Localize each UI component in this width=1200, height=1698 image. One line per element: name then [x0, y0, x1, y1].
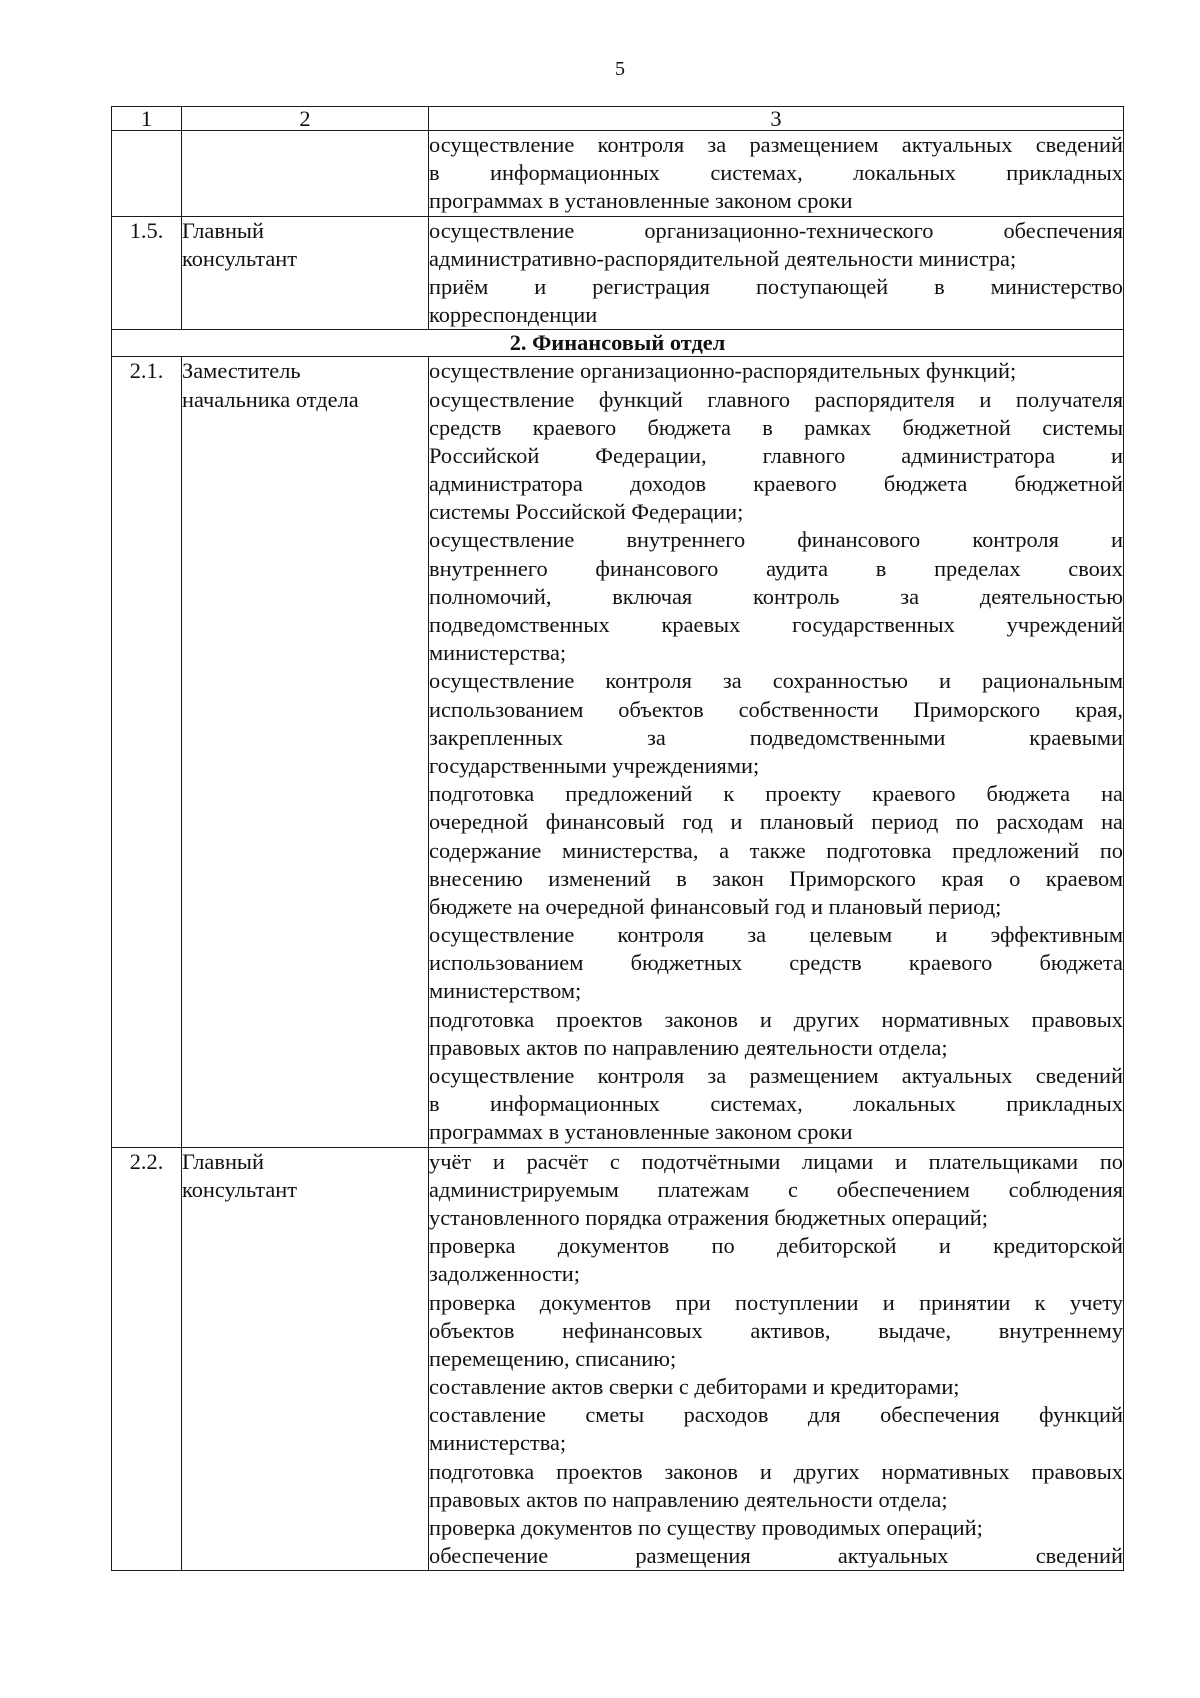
duty-item	[429, 1232, 1123, 1288]
duty-text-line: установленного порядка отражения бюджетных операций;	[429, 1204, 988, 1230]
duty-text-line: задолженности;	[429, 1261, 581, 1287]
duty-text-line: системы Российской Федерации;	[429, 499, 744, 525]
duty-text-line: очередной финансовый год и плановый период по расходам на	[429, 809, 1123, 835]
duty-text-line: внесению изменений в закон Приморского края о краевом	[429, 865, 1123, 891]
position-title-line: консультант	[182, 245, 298, 271]
duty-text-line: учёт и расчёт с подотчётными лицами и плательщиками по	[429, 1148, 1123, 1174]
duty-text-line: осуществление организационно-распорядительных функций;	[429, 358, 1017, 384]
duty-text-line: правовых актов по направлению деятельности отдела;	[429, 1034, 948, 1060]
duty-text-line: министерства;	[429, 1430, 567, 1456]
duty-text-line: административно-распорядительной деятельности министра;	[429, 245, 1017, 271]
duty-item	[429, 386, 1123, 527]
duties-list	[429, 1147, 1124, 1571]
duty-text-line: проверка документов при поступлении и принятии к учету	[429, 1289, 1123, 1315]
duty-text-line: в информационных системах, локальных прикладных	[429, 160, 1123, 186]
row-number	[112, 131, 182, 217]
duty-text-line: осуществление контроля за сохранностью и рациональным	[429, 668, 1123, 694]
duty-item	[429, 1401, 1123, 1457]
position-title-line: Главный	[182, 1148, 264, 1174]
position-title	[182, 1147, 429, 1571]
duty-text-line: осуществление функций главного распорядителя и получателя	[429, 386, 1123, 412]
column-header-duties: 3	[429, 107, 1124, 131]
duty-text-line: осуществление контроля за размещением актуальных сведений	[429, 1063, 1123, 1088]
duty-text-line: средств краевого бюджета в рамках бюджетной системы	[429, 414, 1123, 440]
duty-text-line: Российской Федерации, главного администратора и	[429, 442, 1123, 468]
duty-text-line: объектов нефинансовых активов, выдаче, внутреннему	[429, 1317, 1123, 1343]
duty-text-line: составление актов сверки с дебиторами и кредиторами;	[429, 1374, 960, 1400]
duty-text-line: бюджете на очередной финансовый год и плановый период;	[429, 893, 1002, 919]
duty-text-line: администратора доходов краевого бюджета бюджетной	[429, 471, 1123, 497]
duty-text-line: осуществление контроля за целевым и эффективным	[429, 922, 1123, 948]
duty-text-line: администрируемым платежам с обеспечением соблюдения	[429, 1176, 1123, 1202]
duty-item	[429, 1458, 1123, 1514]
duty-item	[429, 1514, 1123, 1542]
duty-item	[429, 1148, 1123, 1233]
table-header-row	[112, 107, 1124, 131]
duties-list	[429, 131, 1124, 217]
duty-item	[429, 1289, 1123, 1374]
position-title-line: Главный	[182, 217, 264, 243]
duties-list	[429, 216, 1124, 330]
duty-text-line: министерством;	[429, 978, 582, 1004]
duty-text-line: подготовка предложений к проекту краевого бюджета на	[429, 781, 1123, 807]
duty-text-line: внутреннего финансового аудита в пределах своих	[429, 555, 1123, 581]
duty-item	[429, 1373, 1123, 1401]
duty-item	[429, 273, 1123, 329]
duty-text-line: обеспечение размещения актуальных сведений	[429, 1543, 1123, 1569]
duty-item	[429, 1542, 1123, 1570]
column-header-number: 1	[112, 107, 182, 131]
duty-item	[429, 217, 1123, 273]
duty-text-line: осуществление внутреннего финансового контроля и	[429, 527, 1123, 553]
section-title: 2. Финансовый отдел	[112, 330, 1124, 357]
duty-item	[429, 780, 1123, 921]
duty-text-line: использованием бюджетных средств краевого бюджета	[429, 950, 1123, 976]
duty-text-line: в информационных системах, локальных прикладных	[429, 1091, 1123, 1117]
duty-text-line: корреспонденции	[429, 302, 598, 328]
position-title	[182, 216, 429, 330]
duty-text-line: государственными учреждениями;	[429, 752, 760, 778]
duty-item	[429, 1006, 1123, 1062]
position-title	[182, 131, 429, 217]
position-title-line: начальника отдела	[182, 386, 359, 412]
position-title	[182, 357, 429, 1147]
duty-text-line: закрепленных за подведомственными краевыми	[429, 724, 1123, 750]
duty-text-line: полномочий, включая контроль за деятельностью	[429, 583, 1123, 609]
duty-text-line: составление сметы расходов для обеспечения функций	[429, 1402, 1123, 1428]
duty-text-line: перемещению, списанию;	[429, 1345, 677, 1371]
duty-text-line: программах в установленные законом сроки	[429, 1119, 853, 1145]
row-number: 2.2.	[112, 1147, 182, 1571]
duty-text-line: подведомственных краевых государственных учреждений	[429, 612, 1123, 637]
table-row	[112, 357, 1124, 1147]
duty-item	[429, 921, 1123, 1006]
duty-text-line: использованием объектов собственности Приморского края,	[429, 696, 1123, 722]
duty-text-line: приём и регистрация поступающей в министерство	[429, 273, 1123, 299]
duty-text-line: осуществление организационно-технического обеспечения	[429, 217, 1123, 243]
duties-list	[429, 357, 1124, 1147]
row-number: 2.1.	[112, 357, 182, 1147]
position-title-line: Заместитель	[182, 358, 301, 384]
duty-item	[429, 526, 1123, 667]
duty-text-line: подготовка проектов законов и других нормативных правовых	[429, 1458, 1123, 1484]
table-row	[112, 131, 1124, 217]
duty-text-line: проверка документов по существу проводимых операций;	[429, 1515, 983, 1540]
staff-duties-table	[111, 106, 1124, 1571]
table-row	[112, 216, 1124, 330]
column-header-position: 2	[182, 107, 429, 131]
page-number: 5	[615, 58, 625, 80]
duty-item	[429, 357, 1123, 385]
duty-text-line: осуществление контроля за размещением актуальных сведений	[429, 132, 1123, 157]
duty-item	[429, 667, 1123, 780]
duty-item	[429, 1062, 1123, 1147]
row-number: 1.5.	[112, 216, 182, 330]
section-row	[112, 330, 1124, 357]
position-title-line: консультант	[182, 1176, 298, 1202]
table-row	[112, 1147, 1124, 1571]
duty-item	[429, 131, 1123, 216]
duty-text-line: министерства;	[429, 640, 567, 666]
duty-text-line: проверка документов по дебиторской и кредиторской	[429, 1233, 1123, 1259]
duty-text-line: содержание министерства, а также подготовка предложений по	[429, 837, 1123, 863]
duty-text-line: подготовка проектов законов и других нормативных правовых	[429, 1006, 1123, 1032]
duty-text-line: правовых актов по направлению деятельности отдела;	[429, 1486, 948, 1512]
duty-text-line: программах в установленные законом сроки	[429, 188, 853, 214]
